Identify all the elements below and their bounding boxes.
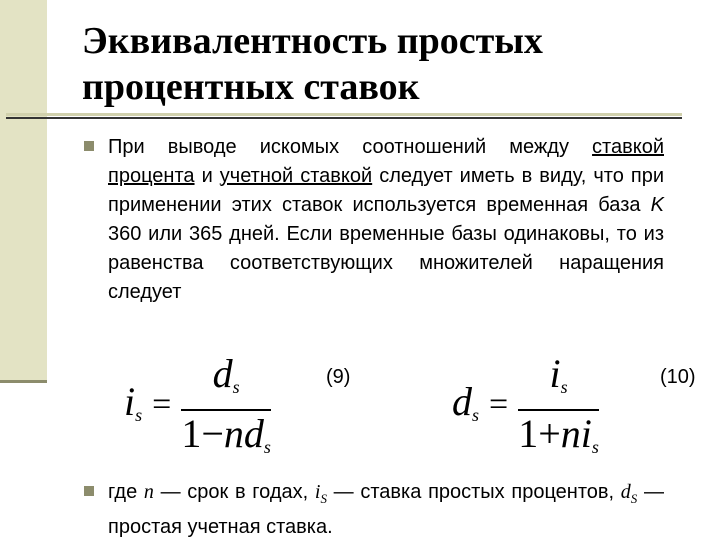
formula9-lhs: $i_s$ xyxy=(124,378,143,425)
var-n: n xyxy=(143,481,154,503)
left-decor-band xyxy=(0,0,47,383)
formula10-denominator: $1+ni_s$ xyxy=(518,411,599,457)
formula9-denominator: $1-nd_s$ xyxy=(181,411,271,457)
discount-rate-link[interactable]: учетной ставкой xyxy=(219,165,373,187)
rate-of-interest-link[interactable]: ставкой процента xyxy=(108,136,664,187)
para2-text-a: где xyxy=(108,481,144,503)
para2-text-d: — простая учетная ставка. xyxy=(108,481,664,538)
bullet-paragraph-1 xyxy=(108,133,664,307)
formula-9 xyxy=(124,352,271,470)
formula9-numerator: $d_s$ xyxy=(212,351,240,397)
formula-10 xyxy=(452,352,599,470)
formula10-lhs: $d_s$ xyxy=(452,378,480,425)
formula10-number: (10) xyxy=(660,366,696,388)
slide-title: Эквивалентность простых процентных ставок xyxy=(82,20,543,108)
para1-text-b: и xyxy=(194,165,220,187)
formula10-equals: = xyxy=(489,385,509,423)
base-variable: K xyxy=(650,194,664,216)
left-decor-band-edge xyxy=(0,380,47,383)
formula9-fraction xyxy=(181,352,271,470)
var-i: $i_S$ xyxy=(314,481,327,506)
para1-text-c: следует иметь в виду, что при применении этих ставок используется временная база xyxy=(108,165,665,216)
formula9-equals: = xyxy=(152,385,172,423)
title-underline-pale xyxy=(6,113,682,116)
formula10-fraction xyxy=(518,352,599,470)
para2-text-b: — срок в годах, xyxy=(153,481,315,503)
bullet-square-icon xyxy=(84,141,94,151)
para1-text-a: При выводе искомых соотношений между xyxy=(108,136,593,158)
bullet-square-icon xyxy=(84,486,94,496)
bullet-paragraph-2 xyxy=(108,478,664,542)
formula9-number: (9) xyxy=(326,366,351,388)
title-underline xyxy=(6,117,682,119)
formula10-numerator: $i_s$ xyxy=(549,351,568,397)
var-d: $d_S$ xyxy=(620,481,638,506)
para1-text-d: 360 или 365 дней. Если временные базы одинаковы, то из равенства соответствующих множителей наращения следует xyxy=(108,223,664,303)
para2-text-c: — ставка простых процентов, xyxy=(326,481,621,503)
